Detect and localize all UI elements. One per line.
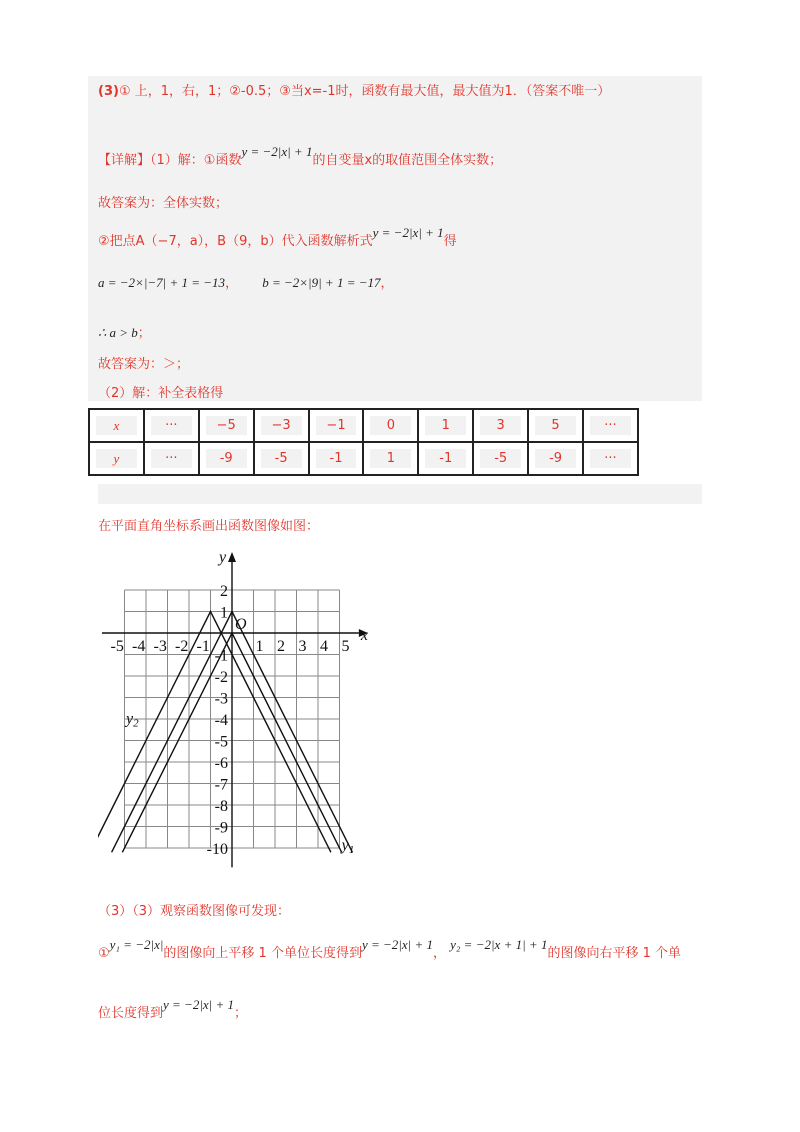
x-tick-label: 4 (320, 638, 328, 655)
therefore-semicolon: ； (137, 326, 151, 341)
part3-answer (98, 80, 610, 99)
table-cell: ··· (144, 442, 199, 475)
solution-p2-suffix: 得 (443, 234, 457, 249)
table-cell: −5 (199, 409, 254, 442)
table-bottom-highlight (98, 484, 702, 504)
y-tick-label: -2 (214, 669, 228, 686)
part2-intro: （2）解：补全表格得 (98, 386, 224, 401)
table-cell: -1 (418, 442, 473, 475)
table-cell: -1 (309, 442, 364, 475)
table-cell: -9 (199, 442, 254, 475)
table-cell: -5 (254, 442, 309, 475)
part3-answer-text: ① 上，1，右，1；②-0.5；③当x=-1时，函数有最大值，最大值为1．（答案不唯一） (118, 84, 611, 99)
solution-answer-2: 故答案为：＞； (98, 357, 190, 372)
solution-line-1 (98, 144, 503, 168)
graph-caption: 在平面直角坐标系画出函数图像如图： (98, 519, 320, 534)
table-cell: 1 (418, 409, 473, 442)
y-tick-label: -1 (214, 647, 228, 665)
y-tick-label: -9 (214, 819, 228, 837)
part3-intro: （3）（3）观察函数图像可发现： (98, 904, 291, 919)
therefore-statement: ∴ a > b (98, 325, 138, 340)
curve-label-y2: y2 (126, 710, 139, 730)
y-tick-label: -7 (214, 776, 228, 794)
y-tick-label: -6 (214, 755, 228, 772)
function-formula: y = −2|x| + 1 (241, 144, 313, 159)
part3-comma: ， (432, 946, 446, 961)
part3-line-1 (98, 937, 681, 961)
graph-labels (111, 549, 368, 858)
y-axis-label: y (219, 549, 227, 566)
table-cell: −1 (309, 409, 364, 442)
origin-label: O (235, 616, 247, 633)
calc-comma-2: ， (380, 276, 394, 291)
y1-formula: y₁ = −2|x| (109, 937, 164, 952)
y2-formula: y₂ = −2|x + 1| + 1 (450, 937, 548, 952)
x-axis-label: x (360, 627, 368, 644)
table-row-x (89, 409, 638, 442)
x-tick-label: 5 (341, 638, 350, 655)
part3-mid-1: 的图像向上平移 1 个单位长度得到 (163, 946, 362, 961)
table-cell: x (89, 409, 144, 442)
solution-p2-prefix: ②把点A（−7，a），B（9，b）代入函数解析式 (98, 234, 373, 249)
x-tick-label: 1 (255, 638, 264, 655)
calc-line (98, 272, 394, 291)
solution-p1-prefix: （1）解：①函数 (150, 153, 242, 168)
part3-end: ； (234, 1006, 248, 1021)
y-tick-label: -4 (214, 712, 228, 729)
solution-tag: 【详解】 (98, 153, 151, 168)
function-graph (98, 548, 368, 878)
part3-label: (3) (98, 84, 119, 99)
x-tick-label: -5 (110, 638, 124, 655)
table-cell: ··· (583, 442, 638, 475)
y-tick-label: 2 (220, 583, 228, 600)
table-cell: 1 (363, 442, 418, 475)
circle-number: ① (98, 946, 110, 961)
part3-mid-2: 的图像向右平移 1 个单 (547, 946, 681, 961)
x-tick-label: -1 (196, 638, 210, 655)
x-tick-label: -3 (153, 638, 167, 655)
x-tick-label: -4 (132, 638, 146, 655)
table-cell: −3 (254, 409, 309, 442)
x-tick-label: -2 (175, 638, 189, 655)
table-cell: 3 (473, 409, 528, 442)
curve-label-y1: y1 (341, 837, 355, 857)
y-tick-label: -8 (214, 798, 228, 815)
x-tick-label: 2 (277, 638, 285, 655)
x-tick-label: 3 (298, 638, 307, 655)
calc-b: b = −2×|9| + 1 = −17 (262, 275, 381, 290)
y-tick-label: 1 (220, 604, 228, 622)
table-cell: ··· (583, 409, 638, 442)
y-tick-label: -10 (206, 841, 228, 858)
part3-line2-prefix: 位长度得到 (98, 1006, 164, 1021)
target-formula: y = −2|x| + 1 (361, 937, 433, 952)
calc-a: a = −2×|−7| + 1 = −13 (98, 275, 226, 290)
y-tick-label: -3 (214, 690, 228, 708)
table-cell: 0 (363, 409, 418, 442)
y-axis-arrow (228, 552, 236, 562)
solution-p1-suffix: 的自变量x的取值范围全体实数； (312, 153, 503, 168)
solution-line-2 (98, 225, 457, 249)
table-row-y (89, 442, 638, 475)
target-formula-2: y = −2|x| + 1 (163, 997, 235, 1012)
table-cell: -5 (473, 442, 528, 475)
part3-line-2 (98, 997, 248, 1021)
table-cell: 5 (528, 409, 583, 442)
solution-answer-1: 故答案为：全体实数； (98, 196, 229, 211)
function-formula-2: y = −2|x| + 1 (372, 225, 444, 240)
table-cell: -9 (528, 442, 583, 475)
calc-comma-1: ， (225, 276, 239, 291)
axes (102, 552, 368, 867)
table-cell: y (89, 442, 144, 475)
table-cell: ··· (144, 409, 199, 442)
y-tick-label: -5 (214, 733, 228, 751)
value-table (88, 408, 639, 476)
therefore-line (98, 322, 151, 341)
